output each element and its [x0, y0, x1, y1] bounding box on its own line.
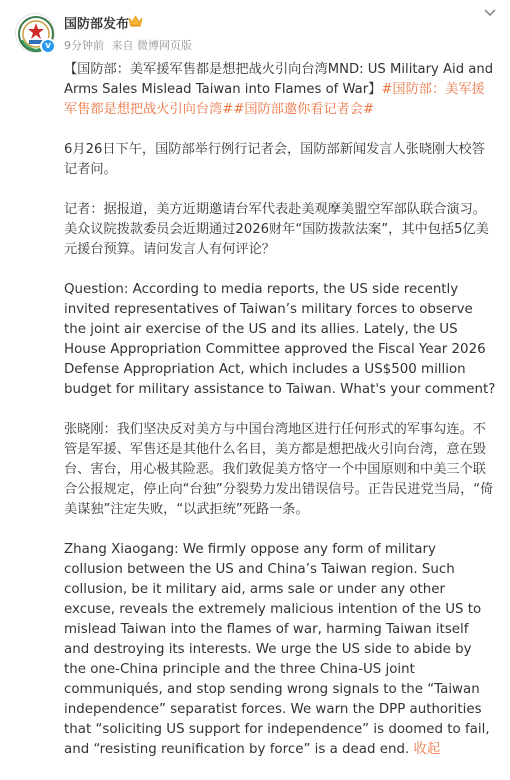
answer-en-paragraph [64, 540, 496, 760]
hashtag-link[interactable]: #国防部邀你看记者会# [233, 102, 375, 117]
hashtag-link[interactable]: #国防部：美军援军售都是想把战火引向台湾# [64, 82, 485, 117]
post-header [0, 0, 510, 60]
post-time[interactable]: 9分钟前 [64, 39, 104, 52]
post-title: 【国防部：美军援军售都是想把战火引向台湾MND: US Military Aid and Arms Sales Mislead Taiwan into Flames of War】 [64, 62, 494, 97]
question-en-paragraph: Question: According to media reports, the US side recently invited representatives of Taiwan’s military forces to observe the joint air exercise of the US and its allies. Lately, the US House Appropriation Committee approved the Fiscal Year 2026 Defense Appropriation Act, which includes a US$500 million budget for military assistance to Taiwan. What's your comment? [64, 282, 496, 397]
crown-icon[interactable] [128, 14, 143, 27]
intro-paragraph: 6月26日下午，国防部举行例行记者会，国防部新闻发言人张晓刚大校答记者问。 [64, 142, 485, 177]
post-meta [64, 37, 196, 53]
chevron-down-icon[interactable] [482, 6, 498, 20]
post-title-paragraph [64, 60, 496, 120]
question-cn-paragraph: 记者：据报道，美方近期邀请台军代表赴美观摩美盟空军部队联合演习。美众议院拨款委员会近期通过2026财年“国防拨款法案”，其中包括5亿美元援台预算。请问发言人有何评论？ [64, 202, 489, 257]
post-source: 来自 微博网页版 [111, 39, 192, 52]
answer-en-text: Zhang Xiaogang: We firmly oppose any form of military collusion between the US and China’s Taiwan region. Such collusion, be it military aid, arms sale or under any other excuse, reveals the extremely malicious intention of the US to mislead Taiwan into the flames of war, harming Taiwan itself and destroying its interests. We urge the US side to abide by the one-China principle and the three China-US joint communiqués, and stop sending wrong signals to the “Taiwan independence” separatist forces. We warn the DPP authorities that “soliciting US support for independence” is doomed to fail, and “resisting reunification by force” is a dead end. [64, 542, 490, 757]
verified-badge-icon: v [40, 38, 56, 54]
collapse-link[interactable]: 收起 [413, 742, 441, 757]
post-body [64, 60, 496, 780]
user-name[interactable]: 国防部发布 [64, 17, 130, 32]
answer-cn-paragraph: 张晓刚：我们坚决反对美方与中国台湾地区进行任何形式的军事勾连。不管是军援、军售还是其他什么名目，美方都是想把战火引向台湾，意在毁台、害台，用心极其险恶。我们敦促美方恪守一个中国原则和中美三个联合公报规定，停止向“台独”分裂势力发出错误信号。正告民进党当局，“倚美谋独”注定失败，“以武拒统”死路一条。 [64, 422, 494, 517]
